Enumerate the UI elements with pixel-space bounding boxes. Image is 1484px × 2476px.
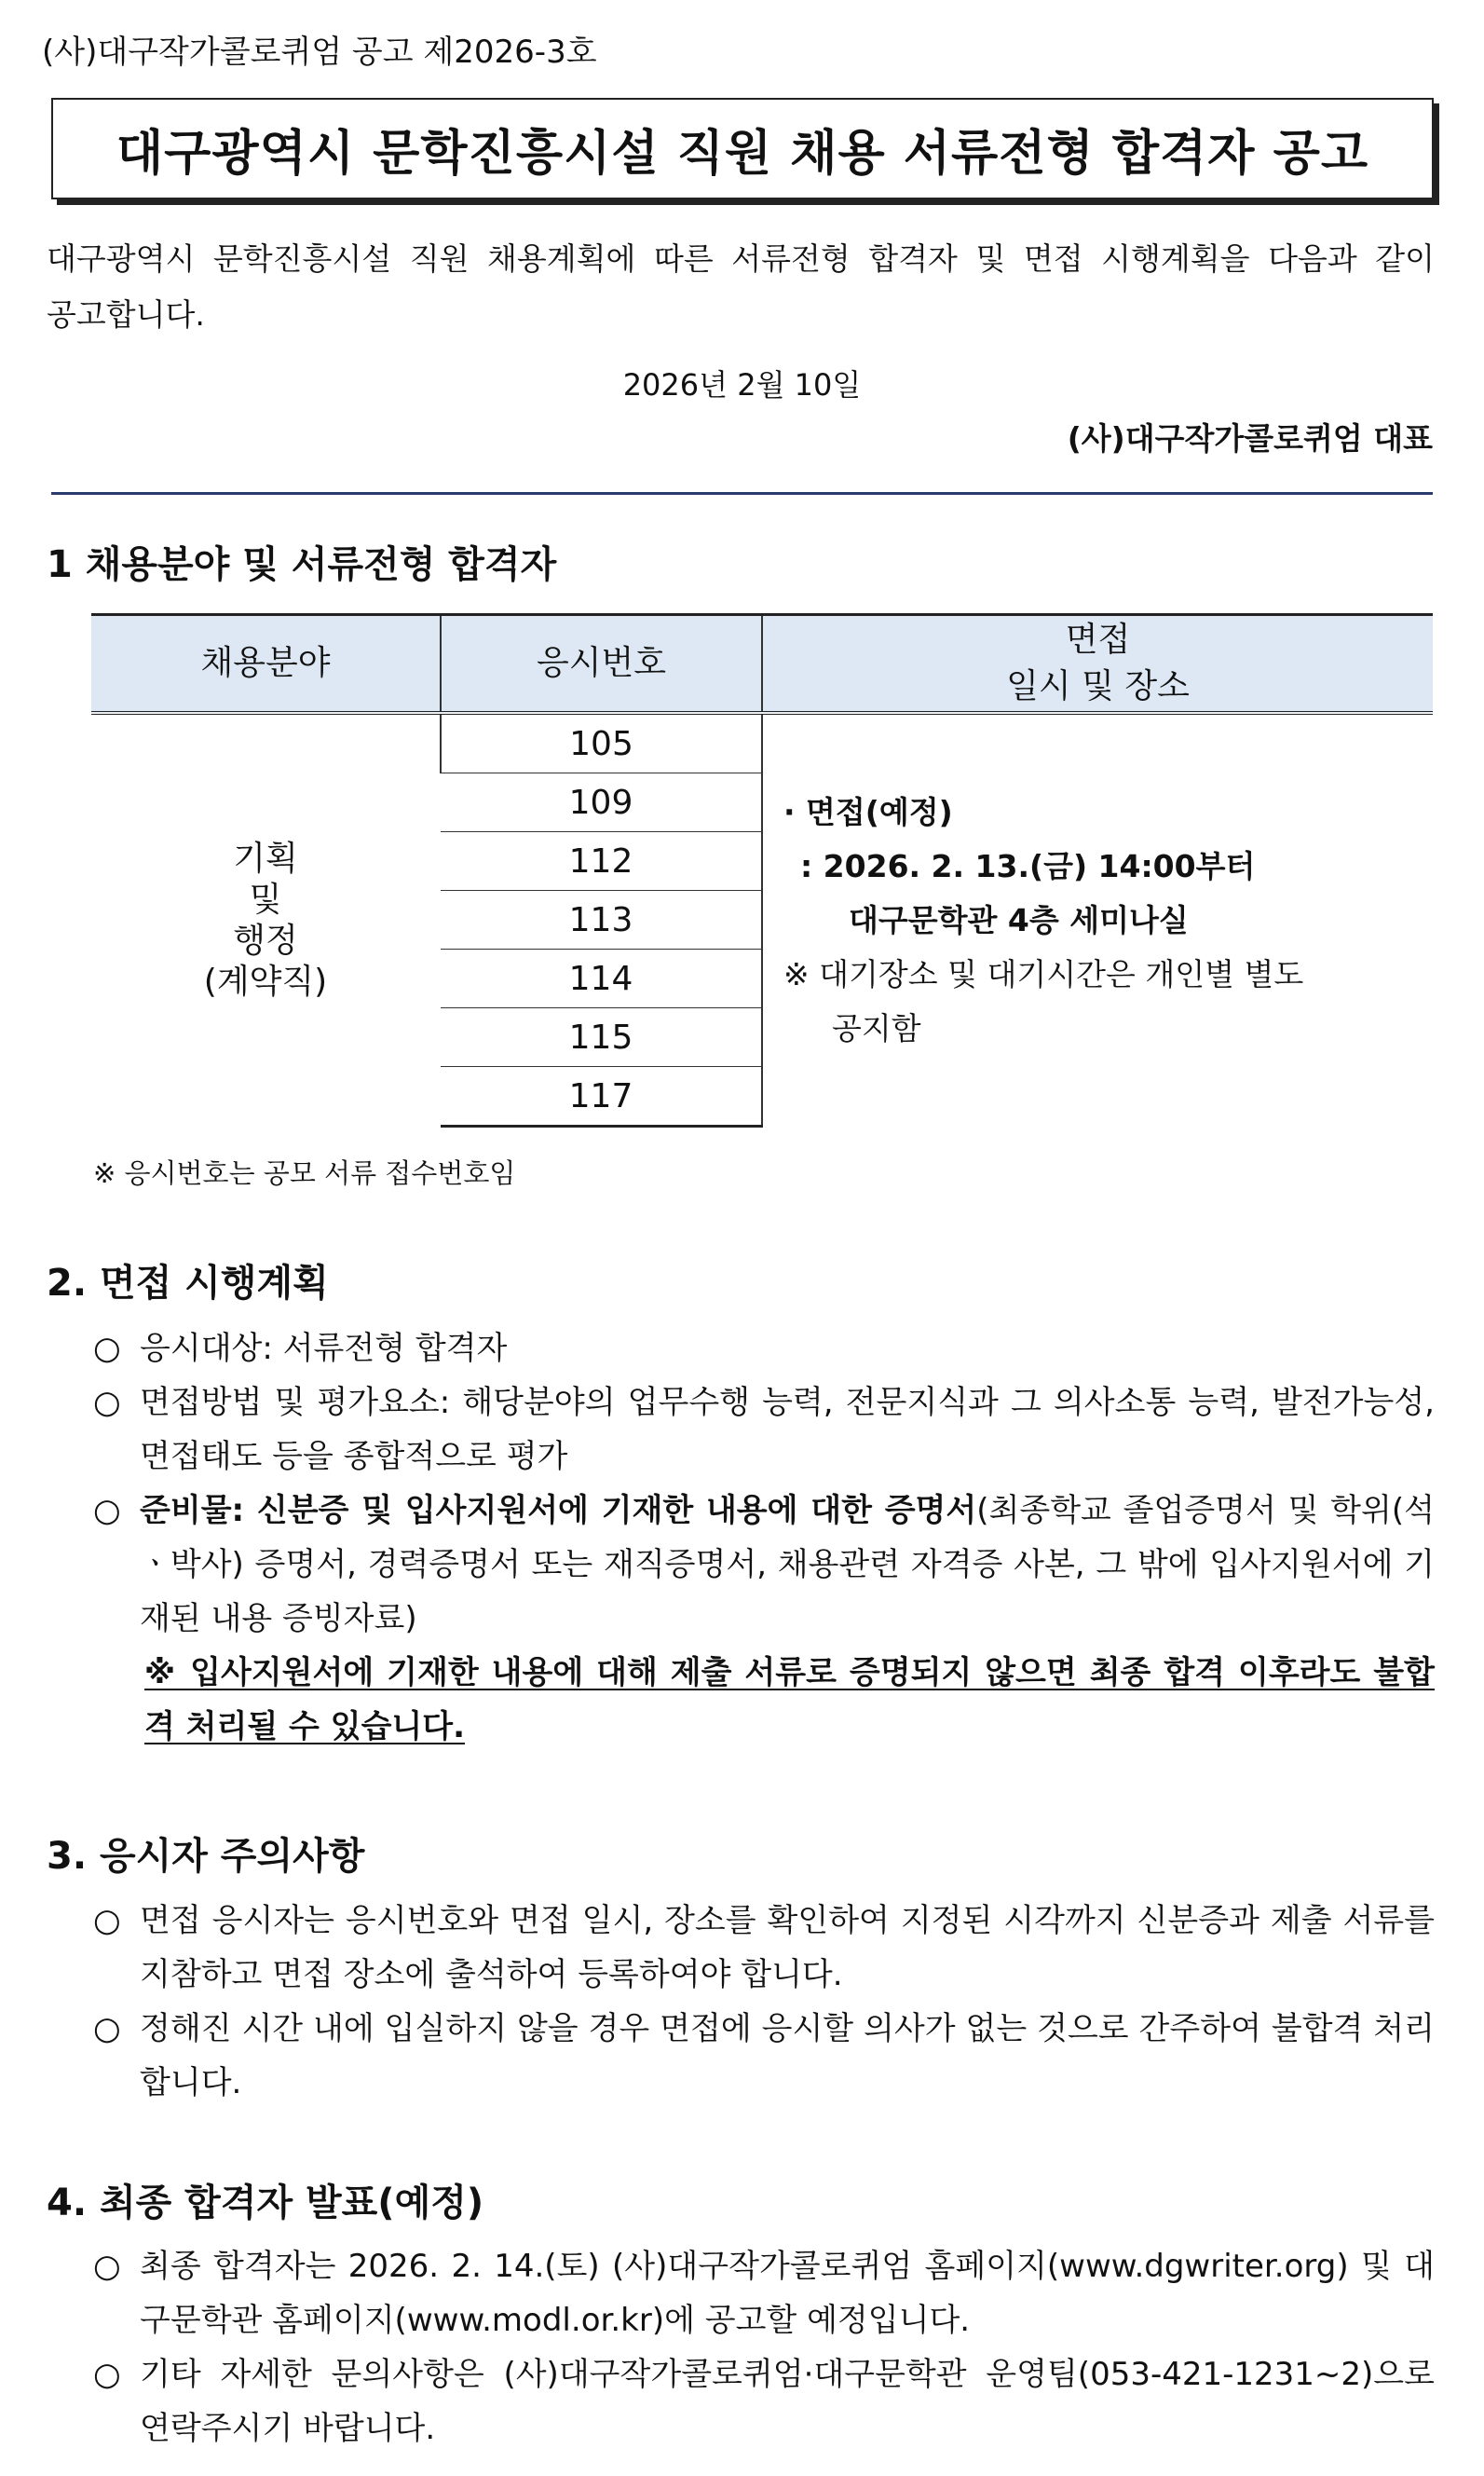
applicant-number: 112 bbox=[441, 832, 762, 891]
field-line: 행정 bbox=[233, 921, 298, 960]
header-interview bbox=[762, 615, 1433, 714]
list-item bbox=[93, 1321, 1435, 1375]
applicant-number: 115 bbox=[441, 1008, 762, 1067]
field-line: 및 bbox=[249, 880, 282, 919]
result-table bbox=[91, 613, 1433, 1128]
warning-text: ※ 입사지원서에 기재한 내용에 대해 제출 서류로 증명되지 않으면 최종 합격 이후라도 불합격 처리될 수 있습니다. bbox=[144, 1654, 1435, 1745]
section2-title: 2. 면접 시행계획 bbox=[47, 1262, 329, 1305]
bullet-icon: ○ bbox=[93, 2248, 121, 2285]
section4-list bbox=[93, 2239, 1435, 2455]
item-text: 면접방법 및 평가요소: 해당분야의 업무수행 능력, 전문지식과 그 의사소통 능력, 발전가능성, 면접태도 등을 종합적으로 평가 bbox=[140, 1384, 1435, 1475]
applicant-number: 113 bbox=[441, 891, 762, 950]
notice-date: 2026년 2월 10일 bbox=[622, 367, 862, 403]
section2-list bbox=[93, 1321, 1435, 1754]
table-header-row bbox=[91, 615, 1433, 714]
list-item bbox=[93, 2347, 1435, 2455]
field-line: 기획 bbox=[233, 839, 298, 878]
section4-title: 4. 최종 합격자 발표(예정) bbox=[47, 2182, 484, 2224]
bullet-icon: ○ bbox=[93, 2010, 121, 2047]
bullet-icon: ○ bbox=[93, 1902, 121, 1939]
header-interview-line2: 일시 및 장소 bbox=[1006, 667, 1190, 705]
interview-date: : 2026. 2. 13.(금) 14:00부터 bbox=[800, 847, 1256, 884]
notice-number: (사)대구작가콜로퀴엄 공고 제2026-3호 bbox=[42, 34, 597, 71]
section1-title: 1 채용분야 및 서류전형 합격자 bbox=[47, 543, 557, 586]
section3-list bbox=[93, 1894, 1435, 2110]
divider bbox=[51, 492, 1433, 495]
intro-paragraph: 대구광역시 문학진흥시설 직원 채용계획에 따른 서류전형 합격자 및 면접 시행계획을 다음과 같이 공고합니다. bbox=[47, 240, 1435, 333]
interview-line: · 면접(예정) bbox=[783, 793, 953, 830]
applicant-number: 105 bbox=[441, 713, 762, 773]
bullet-icon: ○ bbox=[93, 2356, 121, 2393]
field-cell bbox=[91, 713, 441, 1127]
interview-plan-cell bbox=[762, 713, 1433, 1127]
list-item bbox=[93, 1894, 1435, 2002]
table-row bbox=[91, 713, 1433, 773]
item-text: 최종 합격자는 2026. 2. 14.(토) (사)대구작가콜로퀴엄 홈페이지(www.dgwriter.org) 및 대구문학관 홈페이지(www.modl.or.kr)에 공고할 예정입니다. bbox=[140, 2248, 1435, 2339]
list-item bbox=[93, 1484, 1435, 1646]
bullet-icon: ○ bbox=[93, 1492, 121, 1529]
applicant-number: 114 bbox=[441, 950, 762, 1008]
header-interview-line1: 면접 bbox=[1065, 621, 1131, 659]
prep-detail: (최종학교 졸업증명서 및 학위(석ㆍ박사) 증명서, 경력증명서 또는 재직증명서, 채용관련 자격증 사본, 그 밖에 입사지원서에 기재된 내용 증빙자료) bbox=[140, 1492, 1435, 1637]
applicant-number: 109 bbox=[441, 773, 762, 832]
list-item bbox=[93, 1375, 1435, 1484]
title-text: 대구광역시 문학진흥시설 직원 채용 서류전형 합격자 공고 bbox=[116, 126, 1369, 182]
item-text: 응시대상: 서류전형 합격자 bbox=[140, 1330, 508, 1367]
field-line: (계약직) bbox=[203, 962, 328, 1001]
item-text: 기타 자세한 문의사항은 (사)대구작가콜로퀴엄·대구문학관 운영팀(053-421-1231~2)으로 연락주시기 바랍니다. bbox=[140, 2356, 1435, 2447]
item-text: 정해진 시간 내에 입실하지 않을 경우 면접에 응시할 의사가 없는 것으로 간주하여 불합격 처리합니다. bbox=[140, 2010, 1435, 2101]
section3-title: 3. 응시자 주의사항 bbox=[47, 1835, 365, 1878]
bullet-icon: ○ bbox=[93, 1330, 121, 1367]
bullet-icon: ○ bbox=[93, 1384, 121, 1421]
interview-place: 대구문학관 4층 세미나실 bbox=[849, 901, 1189, 938]
prep-label: 준비물: 신분증 및 입사지원서에 기재한 내용에 대한 증명서 bbox=[140, 1492, 977, 1529]
signer: (사)대구작가콜로퀴엄 대표 bbox=[1067, 420, 1433, 457]
header-number: 응시번호 bbox=[441, 615, 762, 714]
list-item bbox=[93, 2002, 1435, 2110]
applicant-number: 117 bbox=[441, 1067, 762, 1127]
interview-note: ※ 대기장소 및 대기시간은 개인별 별도 bbox=[783, 955, 1304, 992]
header-field: 채용분야 bbox=[91, 615, 441, 714]
page-title bbox=[51, 98, 1434, 199]
list-item bbox=[93, 2239, 1435, 2347]
interview-note-cont: 공지함 bbox=[832, 1009, 921, 1046]
item-text: 면접 응시자는 응시번호와 면접 일시, 장소를 확인하여 지정된 시각까지 신분증과 제출 서류를 지참하고 면접 장소에 출석하여 등록하여야 합니다. bbox=[140, 1902, 1435, 1993]
table-note: ※ 응시번호는 공모 서류 접수번호임 bbox=[93, 1157, 516, 1189]
